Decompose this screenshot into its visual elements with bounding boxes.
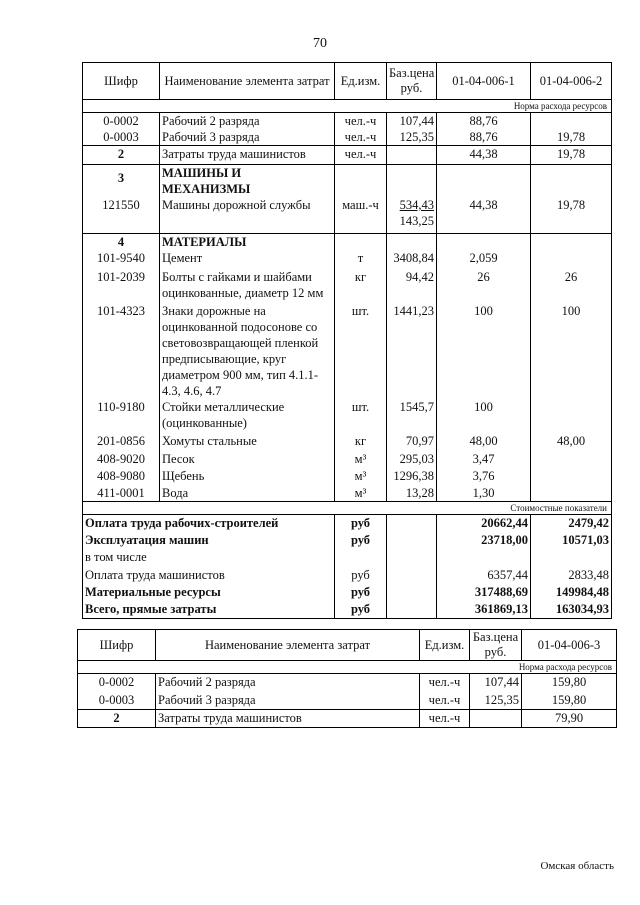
row-name: Цемент: [160, 250, 335, 269]
norm-label: Норма расхода ресурсов: [78, 661, 617, 674]
table-row: [83, 113, 612, 130]
row-name: МАТЕРИАЛЫ: [160, 233, 335, 250]
totals-row: [83, 584, 612, 601]
row-value-1: 79,90: [522, 710, 617, 728]
row-name: Рабочий 3 разряда: [160, 129, 335, 146]
row-code: 0-0003: [78, 692, 156, 710]
row-value-2: [531, 250, 612, 269]
row-price: 107,44: [387, 113, 437, 130]
row-name: Болты с гайками и шайбами оцинкованные, диаметр 12 мм: [160, 269, 335, 303]
row-price: 125,35: [470, 692, 522, 710]
norm-label: Норма расхода ресурсов: [83, 100, 612, 113]
table-header-row: [78, 630, 617, 661]
row-value-1: 3,47: [437, 451, 531, 468]
total-value-1: 20662,44: [437, 515, 531, 532]
row-price: [470, 710, 522, 728]
row-value-2: 19,78: [531, 146, 612, 165]
norm-row: [78, 661, 617, 674]
row-price: 1296,38: [387, 468, 437, 485]
table-row: [83, 233, 612, 250]
row-unit: м³: [335, 485, 387, 502]
table-row: [83, 433, 612, 451]
norm-row: [83, 100, 612, 113]
header-name: Наименование элемента затрат: [160, 63, 335, 100]
row-name: МАШИНЫ И МЕХАНИЗМЫ: [160, 165, 335, 198]
row-value-1: 1,30: [437, 485, 531, 502]
footer-region: Омская область: [540, 860, 614, 872]
total-name: Материальные ресурсы: [83, 584, 335, 601]
row-code: 2: [83, 146, 160, 165]
total-value-1: 23718,00: [437, 532, 531, 549]
row-name: Песок: [160, 451, 335, 468]
row-price: 13,28: [387, 485, 437, 502]
row-value-2: 48,00: [531, 433, 612, 451]
row-code: 2: [78, 710, 156, 728]
table-row: [83, 250, 612, 269]
row-value-1: 2,059: [437, 250, 531, 269]
row-unit: чел.-ч: [420, 674, 470, 692]
row-code: 201-0856: [83, 433, 160, 451]
header-col2: 01-04-006-2: [531, 63, 612, 100]
total-unit: руб: [335, 515, 387, 532]
row-unit: кг: [335, 269, 387, 303]
header-col1: 01-04-006-1: [437, 63, 531, 100]
total-unit: руб: [335, 567, 387, 584]
header-unit: Ед.изм.: [335, 63, 387, 100]
total-name: Оплата труда рабочих-строителей: [83, 515, 335, 532]
row-name: Вода: [160, 485, 335, 502]
row-name: Знаки дорожные на оцинкованной подосонове со световозвращающей пленкой предписывающие, круг диаметром 900 мм, тип 4.1.1-4.3, 4.6, 4.7: [160, 303, 335, 399]
row-name: Рабочий 2 разряда: [156, 674, 420, 692]
row-price: 70,97: [387, 433, 437, 451]
row-code: 408-9020: [83, 451, 160, 468]
row-code: 110-9180: [83, 399, 160, 433]
totals-row: [83, 601, 612, 619]
row-unit: маш.-ч: [335, 197, 387, 233]
row-unit: т: [335, 250, 387, 269]
row-unit: м³: [335, 468, 387, 485]
resource-table-1: [82, 62, 612, 619]
total-name: Оплата труда машинистов: [83, 567, 335, 584]
totals-row: [83, 515, 612, 532]
row-value-1: 100: [437, 303, 531, 399]
row-value-1: 159,80: [522, 692, 617, 710]
total-name: Эксплуатация машин: [83, 532, 335, 549]
page-number: 70: [313, 36, 327, 51]
row-value-1: 159,80: [522, 674, 617, 692]
row-price: 94,42: [387, 269, 437, 303]
cost-row: [83, 502, 612, 515]
table-row: [83, 468, 612, 485]
table-row: [78, 674, 617, 692]
total-unit: руб: [335, 532, 387, 549]
row-unit: чел.-ч: [420, 692, 470, 710]
row-value-2: 26: [531, 269, 612, 303]
row-unit: кг: [335, 433, 387, 451]
row-code: 101-9540: [83, 250, 160, 269]
header-price: Баз.цена руб.: [387, 63, 437, 100]
row-price: 1545,7: [387, 399, 437, 433]
row-value-1: 44,38: [437, 146, 531, 165]
table-row: [83, 451, 612, 468]
row-value-1: 88,76: [437, 113, 531, 130]
header-name: Наименование элемента затрат: [156, 630, 420, 661]
row-code: 101-2039: [83, 269, 160, 303]
row-price: 107,44: [470, 674, 522, 692]
total-value-2: 2833,48: [531, 567, 612, 584]
row-name: Затраты труда машинистов: [156, 710, 420, 728]
row-code: 3: [83, 165, 160, 198]
table-row: [83, 165, 612, 198]
table-row: [83, 129, 612, 146]
total-name: Всего, прямые затраты: [83, 601, 335, 619]
total-value-1: 317488,69: [437, 584, 531, 601]
row-name: Хомуты стальные: [160, 433, 335, 451]
resource-table-2: [77, 629, 617, 728]
row-value-2: 19,78: [531, 129, 612, 146]
table-header-row: [83, 63, 612, 100]
header-code: Шифр: [83, 63, 160, 100]
totals-row: [83, 549, 612, 567]
total-value-1: 6357,44: [437, 567, 531, 584]
row-value-2: 19,78: [531, 197, 612, 233]
row-unit: чел.-ч: [420, 710, 470, 728]
row-unit: шт.: [335, 303, 387, 399]
row-value-1: 48,00: [437, 433, 531, 451]
row-price-secondary: 143,25: [399, 214, 434, 228]
row-value-1: 26: [437, 269, 531, 303]
header-unit: Ед.изм.: [420, 630, 470, 661]
header-code: Шифр: [78, 630, 156, 661]
table-row: [78, 710, 617, 728]
row-code: 121550: [83, 197, 160, 233]
table-row: [83, 146, 612, 165]
row-value-2: [531, 468, 612, 485]
row-price: 1441,23: [387, 303, 437, 399]
row-unit: м³: [335, 451, 387, 468]
total-value-2: 2479,42: [531, 515, 612, 532]
cost-label: Стоимостные показатели: [83, 502, 612, 515]
row-price: [387, 197, 437, 233]
row-price: 295,03: [387, 451, 437, 468]
totals-row: [83, 567, 612, 584]
row-code: 0-0003: [83, 129, 160, 146]
total-name: в том числе: [83, 549, 335, 567]
row-value-1: 3,76: [437, 468, 531, 485]
header-price: Баз.цена руб.: [470, 630, 522, 661]
row-price: 3408,84: [387, 250, 437, 269]
row-code: 408-9080: [83, 468, 160, 485]
table-row: [83, 485, 612, 502]
header-col1: 01-04-006-3: [522, 630, 617, 661]
total-value-2: 149984,48: [531, 584, 612, 601]
row-code: 411-0001: [83, 485, 160, 502]
total-value-2: 10571,03: [531, 532, 612, 549]
row-value-2: [531, 113, 612, 130]
row-value-2: [531, 399, 612, 433]
table-row: [78, 692, 617, 710]
row-name: Щебень: [160, 468, 335, 485]
row-name: Рабочий 2 разряда: [160, 113, 335, 130]
total-value-2: 163034,93: [531, 601, 612, 619]
total-unit: руб: [335, 601, 387, 619]
row-price: 125,35: [387, 129, 437, 146]
row-value-1: 100: [437, 399, 531, 433]
row-unit: чел.-ч: [335, 113, 387, 130]
row-name: Затраты труда машинистов: [160, 146, 335, 165]
row-name: Стойки металлические (оцинкованные): [160, 399, 335, 433]
row-price-main: 534,43: [399, 198, 434, 212]
table-row: [83, 303, 612, 399]
row-code: 4: [83, 233, 160, 250]
table-row: [83, 197, 612, 233]
totals-row: [83, 532, 612, 549]
row-unit: чел.-ч: [335, 146, 387, 165]
row-value-2: [531, 485, 612, 502]
total-unit: руб: [335, 584, 387, 601]
row-code: 0-0002: [78, 674, 156, 692]
row-unit: чел.-ч: [335, 129, 387, 146]
row-price: [387, 146, 437, 165]
row-unit: шт.: [335, 399, 387, 433]
row-value-2: 100: [531, 303, 612, 399]
table-row: [83, 269, 612, 303]
row-code: 101-4323: [83, 303, 160, 399]
table-row: [83, 399, 612, 433]
row-value-1: 88,76: [437, 129, 531, 146]
total-value-1: 361869,13: [437, 601, 531, 619]
row-name: Машины дорожной службы: [160, 197, 335, 233]
row-name: Рабочий 3 разряда: [156, 692, 420, 710]
row-value-1: 44,38: [437, 197, 531, 233]
row-code: 0-0002: [83, 113, 160, 130]
row-value-2: [531, 451, 612, 468]
